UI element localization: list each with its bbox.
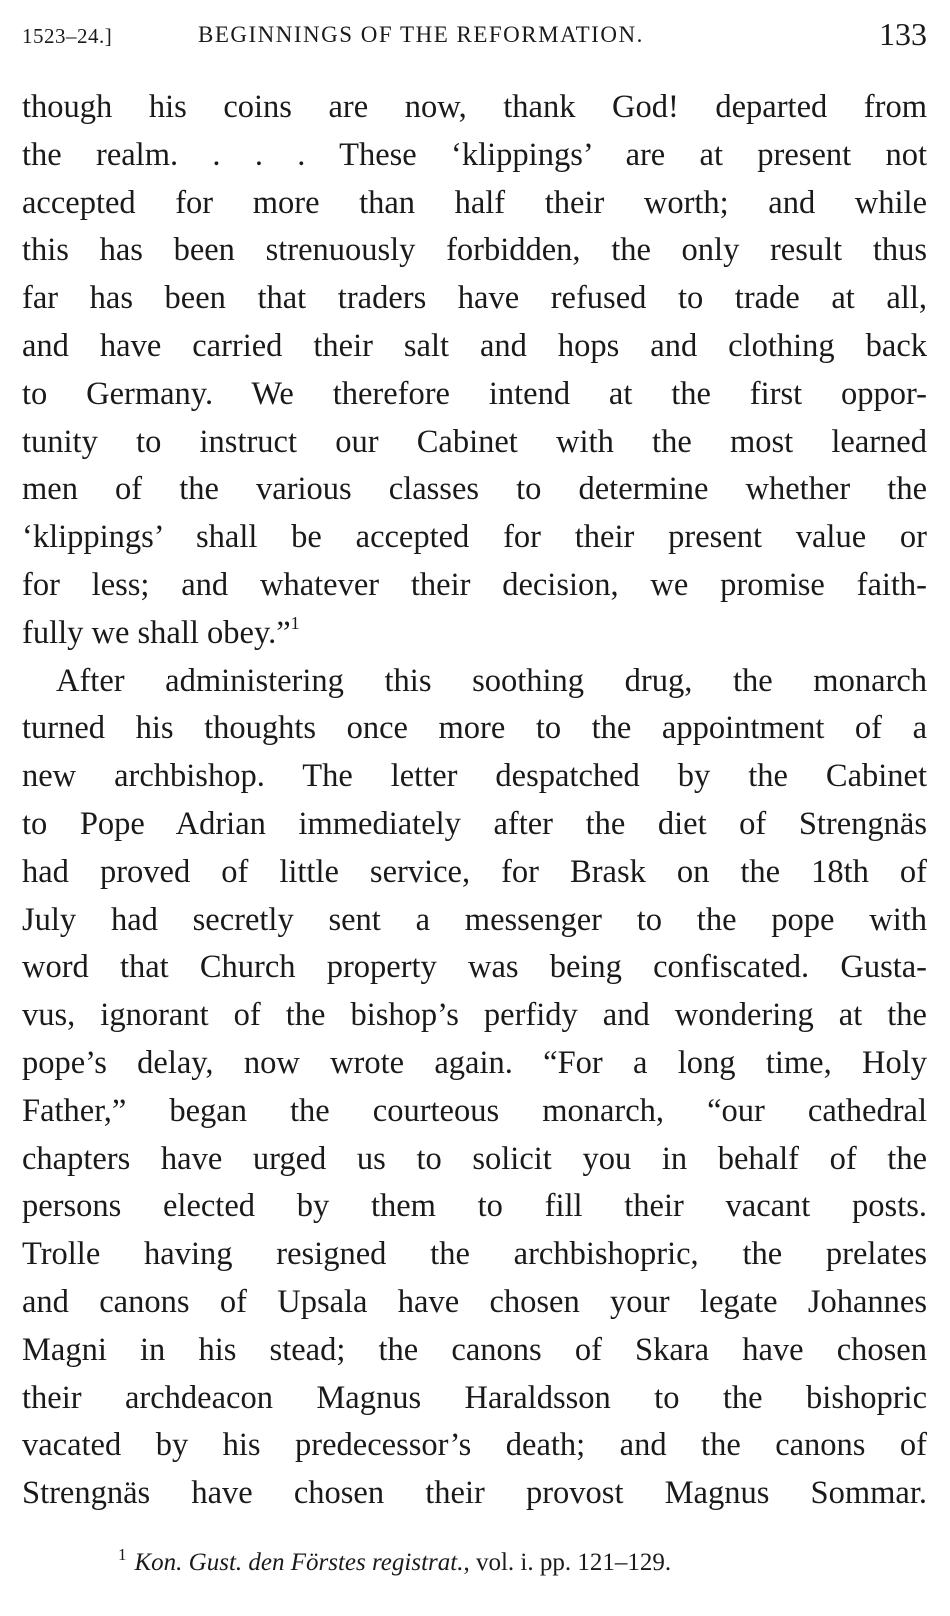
text-line: ‘klippings’ shall be accepted for their present value or [22,519,927,556]
text-line: turned his thoughts once more to the appointment of a [22,710,927,747]
body-text [22,84,927,1518]
text-line: pope’s delay, now wrote again. “For a long time, Holy [22,1044,927,1081]
text-line: vus, ignorant of the bishop’s perfidy and wondering at the [22,997,927,1034]
text-line: chapters have urged us to solicit you in behalf of the [22,1140,927,1177]
page-number: 133 [879,16,927,52]
text-line: Magni in his stead; the canons of Skara have chosen [22,1331,927,1368]
text-line: After administering this soothing drug, the monarch [56,662,927,699]
text-line: far has been that traders have refused to trade at all, [22,280,927,317]
running-head-title: BEGINNINGS OF THE REFORMATION. [198,22,644,47]
text-line: for less; and whatever their decision, we promise faith- [22,566,927,603]
text-line: this has been strenuously forbidden, the only result thus [22,232,927,269]
text-line: the realm. . . . These ‘klippings’ are at present not [22,136,927,173]
footnote [118,1545,918,1577]
text-line: July had secretly sent a messenger to the pope with [22,901,927,938]
footnote-mark: 1 [118,1545,127,1564]
text-line: and canons of Upsala have chosen your legate Johannes [22,1283,927,1320]
text-line: new archbishop. The letter despatched by the Cabinet [22,758,927,795]
footnote-citation-title: Kon. Gust. den Förstes registrat. [134,1549,464,1576]
footnote-reference[interactable]: 1 [290,612,300,633]
text-line: Father,” began the courteous monarch, “our cathedral [22,1092,927,1129]
text-line: had proved of little service, for Brask on the 18th of [22,853,927,890]
text-line: vacated by his predecessor’s death; and the canons of [22,1427,927,1464]
running-head-dates: 1523–24.] [22,24,113,48]
text-line: word that Church property was being confiscated. Gusta- [22,949,927,986]
text-line: though his coins are now, thank God! departed from [22,89,927,125]
text-line: tunity to instruct our Cabinet with the most learned [22,423,927,460]
text-line: men of the various classes to determine whether the [22,471,927,508]
paragraph-2 [22,658,927,1518]
paragraph-1 [22,84,927,658]
running-head [22,14,927,54]
text-line-with-footnote [22,610,927,658]
text-line: to Pope Adrian immediately after the diet of Strengnäs [22,805,927,842]
text-line: persons elected by them to fill their vacant posts. [22,1188,927,1225]
text-line-content: fully we shall obey.” [22,614,291,651]
text-line: to Germany. We therefore intend at the first oppor- [22,375,927,412]
text-line: Trolle having resigned the archbishopric, the prelates [22,1236,927,1273]
text-line: their archdeacon Magnus Haraldsson to the bishopric [22,1379,927,1416]
text-line: accepted for more than half their worth; and while [22,184,927,221]
footnote-citation-rest: , vol. i. pp. 121–129. [463,1549,672,1576]
text-line: Strengnäs have chosen their provost Magnus Sommar. [22,1475,927,1512]
text-line: and have carried their salt and hops and clothing back [22,327,927,364]
